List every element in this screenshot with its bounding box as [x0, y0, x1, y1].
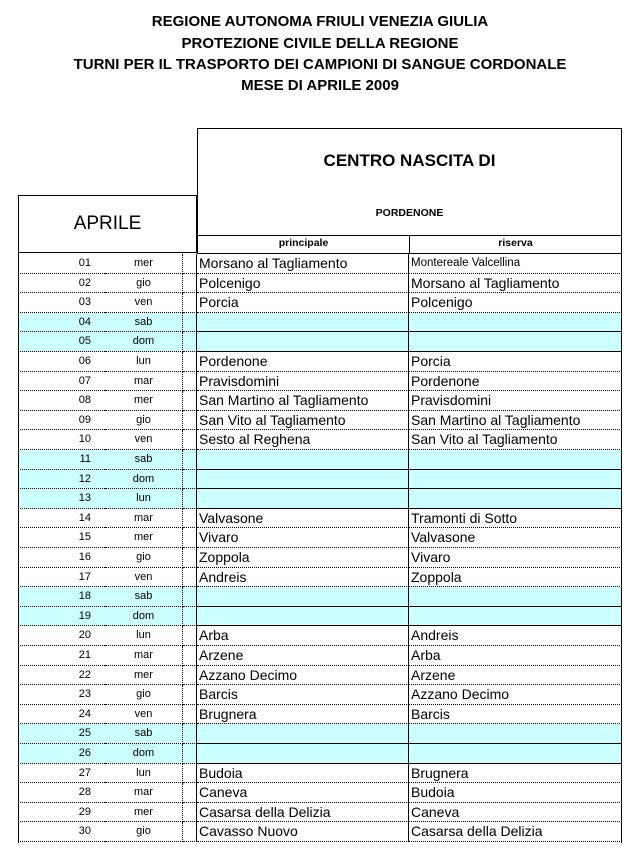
principale-cell — [197, 332, 409, 352]
day-cell: 16 — [18, 548, 105, 568]
table-row — [18, 391, 622, 411]
day-cell: 15 — [18, 528, 105, 548]
principale-cell: Arba — [197, 626, 409, 646]
principale-cell: Vivaro — [197, 528, 409, 548]
riserva-cell: Azzano Decimo — [409, 685, 622, 705]
day-cell: 08 — [18, 391, 105, 411]
riserva-cell: Brugnera — [409, 764, 622, 784]
riserva-cell: San Vito al Tagliamento — [409, 430, 622, 450]
spacer-cell — [183, 822, 197, 842]
riserva-cell — [409, 744, 622, 764]
table-row — [18, 293, 622, 313]
weekday-cell: mer — [105, 528, 183, 548]
table-row — [18, 626, 622, 646]
principale-cell: Porcia — [197, 293, 409, 313]
table-row — [18, 352, 622, 372]
principale-cell — [197, 470, 409, 490]
day-cell: 21 — [18, 646, 105, 666]
principale-cell: Pravisdomini — [197, 372, 409, 392]
spacer-cell — [183, 568, 197, 588]
spacer-cell — [183, 313, 197, 333]
principale-cell — [197, 607, 409, 627]
riserva-cell: Montereale Valcellina — [409, 254, 622, 274]
riserva-cell: Arzene — [409, 666, 622, 686]
header-line-4: MESE DI APRILE 2009 — [241, 77, 399, 94]
principale-cell: Casarsa della Delizia — [197, 803, 409, 823]
center-title: CENTRO NASCITA DI — [323, 151, 496, 170]
day-cell: 04 — [18, 313, 105, 333]
table-row — [18, 489, 622, 509]
table-row — [18, 587, 622, 607]
table-row — [18, 803, 622, 823]
riserva-cell: Budoia — [409, 783, 622, 803]
riserva-cell: Tramonti di Sotto — [409, 509, 622, 529]
spacer-cell — [183, 764, 197, 784]
table-row — [18, 430, 622, 450]
riserva-cell — [409, 332, 622, 352]
table-row — [18, 332, 622, 352]
spacer-cell — [183, 685, 197, 705]
riserva-cell: Polcenigo — [409, 293, 622, 313]
day-cell: 19 — [18, 607, 105, 627]
table-row — [18, 666, 622, 686]
principale-cell: Pordenone — [197, 352, 409, 372]
weekday-cell: dom — [105, 470, 183, 490]
table-row — [18, 568, 622, 588]
table-row — [18, 411, 622, 431]
principale-cell — [197, 450, 409, 470]
spacer-cell — [183, 646, 197, 666]
principale-cell — [197, 587, 409, 607]
principale-cell: Azzano Decimo — [197, 666, 409, 686]
spacer-cell — [183, 783, 197, 803]
riserva-cell: Pordenone — [409, 372, 622, 392]
day-cell: 10 — [18, 430, 105, 450]
weekday-cell: ven — [105, 568, 183, 588]
column-header-riserva: riserva — [498, 237, 533, 249]
day-cell: 27 — [18, 764, 105, 784]
spacer-cell — [183, 254, 197, 274]
table-row — [18, 372, 622, 392]
principale-cell: Caneva — [197, 783, 409, 803]
day-cell: 23 — [18, 685, 105, 705]
riserva-cell — [409, 587, 622, 607]
riserva-cell — [409, 470, 622, 490]
table-row — [18, 470, 622, 490]
spacer-cell — [183, 274, 197, 294]
riserva-cell: Casarsa della Delizia — [409, 822, 622, 842]
day-cell: 22 — [18, 666, 105, 686]
table-row — [18, 509, 622, 529]
table-row — [18, 528, 622, 548]
spacer-cell — [183, 548, 197, 568]
day-cell: 05 — [18, 332, 105, 352]
center-header-box — [197, 128, 622, 236]
weekday-cell: gio — [105, 274, 183, 294]
day-cell: 20 — [18, 626, 105, 646]
day-cell: 18 — [18, 587, 105, 607]
weekday-cell: ven — [105, 430, 183, 450]
weekday-cell: mer — [105, 254, 183, 274]
riserva-cell: Morsano al Tagliamento — [409, 274, 622, 294]
weekday-cell: lun — [105, 352, 183, 372]
spacer-cell — [183, 489, 197, 509]
header-line-3: TURNI PER IL TRASPORTO DEI CAMPIONI DI SANGUE CORDONALE — [73, 56, 567, 73]
spacer-cell — [183, 470, 197, 490]
principale-cell — [197, 313, 409, 333]
table-row — [18, 607, 622, 627]
weekday-cell: sab — [105, 724, 183, 744]
weekday-cell: lun — [105, 626, 183, 646]
spacer-cell — [183, 430, 197, 450]
riserva-cell: Porcia — [409, 352, 622, 372]
table-row — [18, 548, 622, 568]
principale-cell: Barcis — [197, 685, 409, 705]
principale-cell: Sesto al Reghena — [197, 430, 409, 450]
riserva-cell — [409, 724, 622, 744]
riserva-cell — [409, 313, 622, 333]
spacer-cell — [183, 626, 197, 646]
weekday-cell: sab — [105, 587, 183, 607]
principale-cell: Zoppola — [197, 548, 409, 568]
spacer-cell — [183, 509, 197, 529]
principale-cell: Budoia — [197, 764, 409, 784]
principale-cell: Andreis — [197, 568, 409, 588]
riserva-cell: Valvasone — [409, 528, 622, 548]
day-cell: 01 — [18, 254, 105, 274]
weekday-cell: gio — [105, 685, 183, 705]
riserva-cell: Pravisdomini — [409, 391, 622, 411]
spacer-cell — [183, 803, 197, 823]
day-cell: 03 — [18, 293, 105, 313]
weekday-cell: dom — [105, 744, 183, 764]
column-header-principale: principale — [278, 237, 329, 249]
spacer-cell — [183, 293, 197, 313]
table-row — [18, 646, 622, 666]
month-label: APRILE — [73, 213, 142, 234]
riserva-cell: Vivaro — [409, 548, 622, 568]
spacer-cell — [183, 744, 197, 764]
weekday-cell: mar — [105, 509, 183, 529]
header-line-1: REGIONE AUTONOMA FRIULI VENEZIA GIULIA — [151, 13, 489, 30]
principale-cell: Brugnera — [197, 705, 409, 725]
spacer-cell — [183, 587, 197, 607]
weekday-cell: sab — [105, 313, 183, 333]
day-cell: 28 — [18, 783, 105, 803]
table-row — [18, 254, 622, 274]
weekday-cell: ven — [105, 705, 183, 725]
table-row — [18, 450, 622, 470]
spacer-cell — [183, 411, 197, 431]
weekday-cell: gio — [105, 548, 183, 568]
riserva-cell: San Martino al Tagliamento — [409, 411, 622, 431]
principale-cell — [197, 724, 409, 744]
principale-cell — [197, 744, 409, 764]
weekday-cell: sab — [105, 450, 183, 470]
table-row — [18, 705, 622, 725]
day-cell: 14 — [18, 509, 105, 529]
spacer-cell — [183, 724, 197, 744]
spacer-cell — [183, 666, 197, 686]
spacer-cell — [183, 705, 197, 725]
principale-cell: San Martino al Tagliamento — [197, 391, 409, 411]
day-cell: 25 — [18, 724, 105, 744]
spacer-cell — [183, 450, 197, 470]
weekday-cell: lun — [105, 489, 183, 509]
weekday-cell: mar — [105, 646, 183, 666]
table-row — [18, 313, 622, 333]
weekday-cell: gio — [105, 822, 183, 842]
riserva-cell: Andreis — [409, 626, 622, 646]
table-row — [18, 822, 622, 842]
table-row — [18, 685, 622, 705]
table-row — [18, 724, 622, 744]
spacer-cell — [183, 607, 197, 627]
riserva-cell — [409, 489, 622, 509]
principale-cell: Morsano al Tagliamento — [197, 254, 409, 274]
center-name: PORDENONE — [375, 207, 444, 219]
principale-cell: Cavasso Nuovo — [197, 822, 409, 842]
riserva-cell: Caneva — [409, 803, 622, 823]
table-row — [18, 744, 622, 764]
weekday-cell: mer — [105, 391, 183, 411]
principale-cell — [197, 489, 409, 509]
day-cell: 07 — [18, 372, 105, 392]
table-row — [18, 274, 622, 294]
riserva-cell — [409, 607, 622, 627]
principale-cell: Valvasone — [197, 509, 409, 529]
day-cell: 29 — [18, 803, 105, 823]
principale-cell: San Vito al Tagliamento — [197, 411, 409, 431]
principale-cell: Arzene — [197, 646, 409, 666]
day-cell: 13 — [18, 489, 105, 509]
weekday-cell: ven — [105, 293, 183, 313]
header-line-2: PROTEZIONE CIVILE DELLA REGIONE — [181, 35, 459, 52]
weekday-cell: mar — [105, 783, 183, 803]
day-cell: 02 — [18, 274, 105, 294]
riserva-cell: Arba — [409, 646, 622, 666]
principale-cell: Polcenigo — [197, 274, 409, 294]
weekday-cell: mar — [105, 372, 183, 392]
day-cell: 24 — [18, 705, 105, 725]
weekday-cell: mer — [105, 666, 183, 686]
day-cell: 09 — [18, 411, 105, 431]
spacer-cell — [183, 332, 197, 352]
day-cell: 17 — [18, 568, 105, 588]
day-cell: 11 — [18, 450, 105, 470]
table-row — [18, 764, 622, 784]
riserva-cell: Barcis — [409, 705, 622, 725]
day-cell: 26 — [18, 744, 105, 764]
table-row — [18, 783, 622, 803]
weekday-cell: dom — [105, 607, 183, 627]
spacer-cell — [183, 391, 197, 411]
riserva-cell — [409, 450, 622, 470]
weekday-cell: dom — [105, 332, 183, 352]
day-cell: 12 — [18, 470, 105, 490]
spacer-cell — [183, 528, 197, 548]
weekday-cell: gio — [105, 411, 183, 431]
weekday-cell: lun — [105, 764, 183, 784]
spacer-cell — [183, 352, 197, 372]
day-cell: 30 — [18, 822, 105, 842]
day-cell: 06 — [18, 352, 105, 372]
weekday-cell: mer — [105, 803, 183, 823]
riserva-cell: Zoppola — [409, 568, 622, 588]
spacer-cell — [183, 372, 197, 392]
